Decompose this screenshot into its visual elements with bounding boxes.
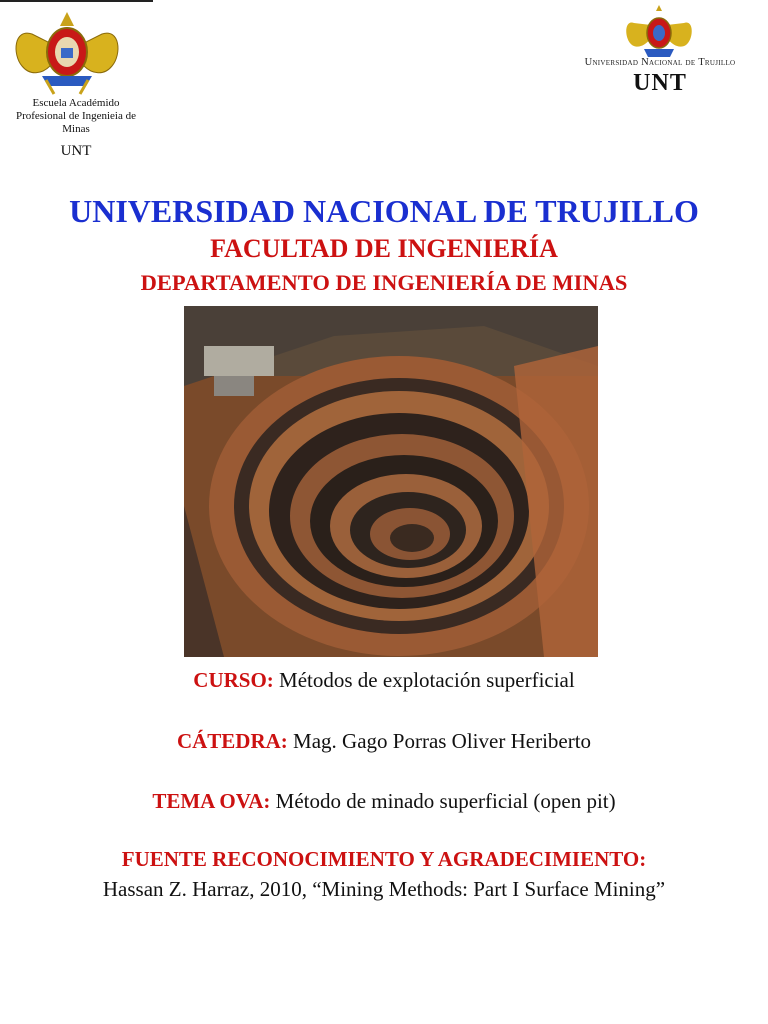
source-label: FUENTE RECONOCIMIENTO Y AGRADECIMIENTO: — [121, 847, 647, 871]
course-line — [0, 668, 768, 693]
source-line — [0, 847, 768, 872]
top-rule — [0, 0, 153, 2]
chair-value: Mag. Gago Porras Oliver Heriberto — [287, 729, 592, 753]
caption-line-3: Minas — [62, 123, 90, 135]
topic-line — [0, 789, 768, 814]
course-label: CURSO: — [193, 668, 274, 692]
left-unt-label: UNT — [60, 143, 92, 159]
source-citation: Hassan Z. Harraz, 2010, “Mining Methods: Part I Surface Mining” — [102, 877, 666, 901]
school-crest-icon — [12, 4, 122, 96]
open-pit-mine-photo — [184, 306, 598, 657]
university-crest-icon — [624, 5, 694, 59]
department-title: DEPARTAMENTO DE INGENIERÍA DE MINAS — [140, 270, 628, 295]
faculty-title: FACULTAD DE INGENIERÍA — [210, 234, 558, 263]
right-university-name: Universidad Nacional de Trujillo — [584, 57, 736, 68]
course-value: Métodos de explotación superficial — [273, 668, 575, 692]
topic-value: Método de minado superficial (open pit) — [270, 789, 616, 813]
caption-line-2: Profesional de Ingenieia de — [15, 110, 137, 122]
right-unt-label: UNT — [633, 70, 687, 96]
chair-label: CÁTEDRA: — [176, 729, 288, 753]
school-caption — [2, 97, 150, 136]
university-title: UNIVERSIDAD NACIONAL DE TRUJILLO — [69, 193, 699, 229]
chair-line — [0, 729, 768, 754]
topic-label: TEMA OVA: — [152, 789, 271, 813]
caption-line-1: Escuela Académido — [32, 97, 120, 109]
